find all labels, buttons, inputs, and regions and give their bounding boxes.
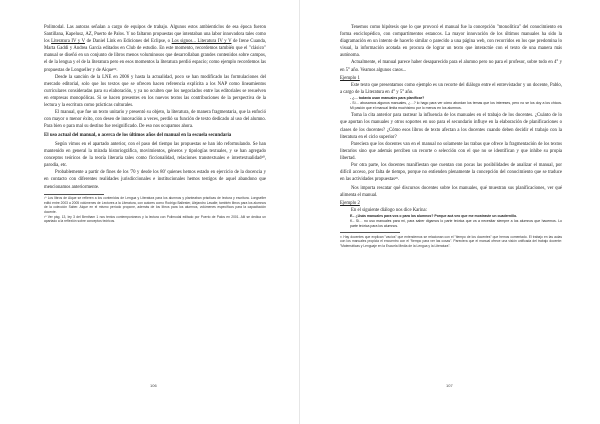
page-number-right: 107 [446, 383, 453, 388]
right-paragraph-2: Actualmente, el manual parece haber desaparecido para el alumno pero no para el profesor, sobre todo en 4° y en 5° año. Veamos algunos casos... [340, 60, 562, 73]
right-paragraph-6: Por otra parte, los docentes manifiestan que cuentan con pocas las posibilidades de analizar el manual, por difícil acceso, por falta de tiempo, porque no entienden plenamente la concepción del conocimiento que se traduce en las actividades propuestas²¹. [340, 163, 562, 183]
footnote-divider [44, 194, 104, 195]
left-paragraph-5: Probablemente a partir de fines de los '70 y desde los 80' quienes hemos estado en ejercicio de la docencia y en contacto con diferentes realidades jurisdiccionales e institucionales hemos testigos de aquel abandono que mencionamos anteriormente. [44, 170, 266, 190]
footnote-19: ¹⁹ Los libros de Aique se refieren a los contenidos de Lengua y Literatura para los alumnos y planteaban prácticas de lectura y escritura. Longseller editó entre 2003 a 2005 volúmenes de Lectores a la Literatura, con autores como Rodrigo Ballester, Alejandro Lavalle; también libros para los alumnos de la colección Saber. Aique en el mismo período propone, además de los libros para los alumnos, volúmenes específicos para la capacitación docente. [44, 196, 266, 215]
dialogue-answer-1: - Sí… abusamos algunos manuales, ¿…? lo hago para ver cómo abordan los temas que los intereses, pero no se los doy a los chicos. Mi pasión que el manual limita muchísimo por lo menos en los alumnos. [350, 100, 562, 110]
right-paragraph-1: Tenemos como hipótesis que lo que provocó el manual fue la concepción "monolítica" del conocimiento en forma enciclopédico, con compartimentos estancos. La mayor innovación de los últimos manuales ha sido la diagramación en un intento de hacerlo similar o parecido a una página web, con recorridos en los que predomina lo visual, la información acotada en procura de lograr un texto que interactúe con el texto de una manera más autónoma. [340, 25, 562, 59]
section-heading: El uso actual del manual, o acerca de los últimos años del manual en la escuela secundaria [44, 133, 232, 139]
dialogue-answer-2: K.- Sí… no uso manuales para mí, para saber digamos lo parte teórica que va a necesitar siempre a los alumnos que hacemos. Lo parte teórica para los alumnos. [350, 219, 562, 229]
left-paragraph-2: Desde la sanción de la LNE en 2006 y hasta la actualidad, poco se han modificado las formulaciones del mercado editorial, solo que los textos que se ofrecen hacen referencia explícita a los NAP como lineamientos curriculares consideradas para su elaboración, y ya no oculten que los negociados entre las editoriales se resuelven en empresas monopólicas. Si se hacen presentes en los nuevos textos las contribuciones de la perspectiva de la lectura y la escritura como prácticas culturales. [44, 74, 266, 109]
right-paragraph-7: Nos importa rescatar qué discursos docentes sobre los manuales, qué muestran sus planificaciones, ver qué alimenta el manual. [340, 185, 562, 198]
book-link-literatura: Literatura IV y V [51, 39, 86, 45]
dialogue-question-1: - ¿… todavía usan manuales para planificar? [350, 95, 425, 100]
left-paragraph-1: Polimodal. Las autoras señalan a cargo de equipos de trabajo. Algunos estos ambienticlos de esa época fueron Santillana, Kapelusz, AZ, Puerto de Palos. Y no faltaron propuestas que intentaban una labor innovadora tales como los Literatura IV y V de Daniel Link en Ediciones del Eclipse, o Los signos... Literatura IV y V de Irene Cuanda, Marta Gaddi y Andrea García editados en Club de estudio. En este momento, recordemos también que el "clásico" manual se diseñó en un conjunto de libros menos voluminosos que desarrollaban grandes contenidos sobre campos, el de la lengua y el de la literatura pero en esos momentos la literatura perdió espacio; como ejemplo recordemos las propuestas de Longseller y de Aique¹⁹. [44, 25, 267, 73]
right-paragraph-5: Pareciera que los docentes van en el manual no solamente las trabas que ofrece la fragmentación de los textos literarios sino que además perciben un recorte o selección con el que no se identifican y que inhibe su propia libertad. [340, 141, 562, 161]
right-paragraph-4: Toma la cita anterior para rastrear la influencia de los manuales en el trabajo de los docentes. ¿Cuánto de lo que aportan los manuales y otros soportes en uso para el secundario influye en la elaboración de planificaciones o clases de los docentes? ¿Cómo esos libros de texto afectan a los docentes cuando deben decidir el trabajo con la literatura en el ciclo superior? [340, 113, 562, 140]
left-paragraph-3: El manual, que fue un texto unitario y presentó su objeto, la literatura, de manera fragmentaria, que la enfoció con mayor o menor éxito, con deseo de innovación a veces, perdió su función de texto dedicado al uso del alumno. Para bien o para mal su destino fue resignificado. De eso nos ocupamos ahora. [44, 110, 266, 130]
footnote-divider [340, 232, 400, 233]
example-1-label: Ejemplo 1 [340, 75, 360, 81]
right-paragraph-3: Este texto que presentamos como ejemplo es un recorte del diálogo entre el entrevistador y un docente, Pablo, a cargo de la Literatura en 4° y 5° año. [340, 82, 562, 95]
footnote-21: ²¹ Hay docentes que explican "vacíos" que entendemos se relacionan con el "tiempo de los docentes" que hemos comentado. El trabajo en las aulas con los manuales propicia el encuentro con el "tiempo para ver las cosas". Pareciera que el manual ofrece una visión unificada del trabajo docente: "Matemáticas y Lenguaje en la Escuela Media de la Lengua y la Literatura". [340, 234, 562, 248]
example-2-label: Ejemplo 2 [340, 200, 360, 206]
right-paragraph-8: En el siguiente diálogo nos dice Karina: [351, 207, 427, 213]
left-paragraph-4: Según vimos en el apartado anterior, con el paso del tiempo las propuestas se han ido reformulando. Se han mantenido en general la mirada historiográfica, movimientos, géneros y tipologías textuales, y se han agregado conceptos teóricos de la teoría literaria tales como ficcionalidad, relaciones transtextuales e intertextualidad²⁰, parodia, etc. [44, 142, 266, 169]
page-number-left: 106 [150, 383, 157, 388]
footnote-20: ²⁰ Ver pág. 13, ley 3 del Bentham 1 nos textos contemporáneos y la lectura con Polimodal editado por Puerto de Palos en 2001. Allí se dedica un apartado a la reflexión sobre conceptos teóricos. [44, 214, 266, 224]
book-link-los-signos: Los signos... Literatura IV y V [171, 39, 232, 45]
right-page [300, 0, 600, 424]
dialogue-question-2: E.- ¿Usás manuales para vos o para los alumnos? Porque acá veo que me mostraste un cuadernillo. [350, 214, 518, 219]
